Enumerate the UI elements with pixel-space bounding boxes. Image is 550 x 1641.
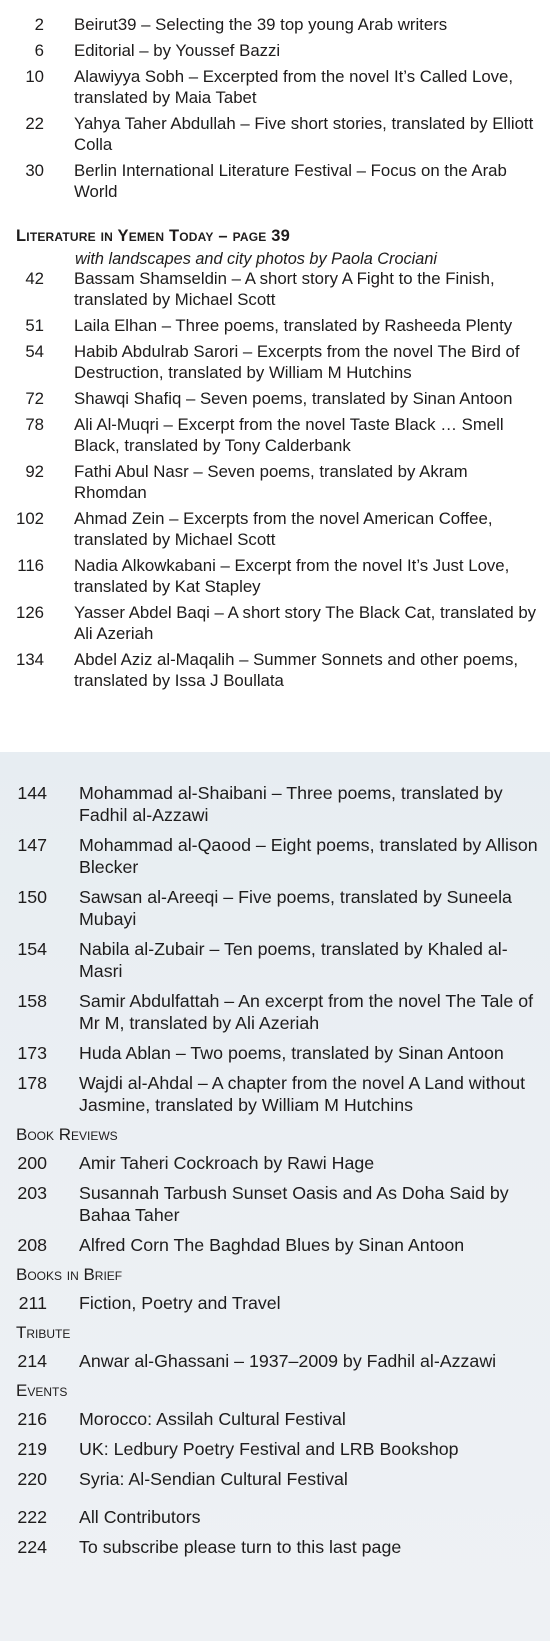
toc-entry [0, 66, 550, 108]
toc-entry [0, 1350, 550, 1372]
toc-entry [0, 414, 550, 456]
entry-text: Habib Abdulrab Sarori – Excerpts from the novel The Bird of Destruction, translated by William M Hutchins [74, 342, 520, 382]
entry-text: Laila Elhan – Three poems, translated by Rasheeda Plenty [74, 316, 513, 335]
entry-text: Bassam Shamseldin – A short story A Fight to the Finish, translated by Michael Scott [74, 269, 495, 309]
page-number: 216 [17, 1409, 47, 1429]
page-number: 22 [25, 114, 44, 133]
entry-text: UK: Ledbury Poetry Festival and LRB Bookshop [79, 1439, 459, 1459]
entry-text: Shawqi Shafiq – Seven poems, translated by Sinan Antoon [74, 389, 513, 408]
toc-entry [0, 1506, 550, 1528]
toc-entry [0, 160, 550, 202]
entry-text: Berlin International Literature Festival – Focus on the Arab World [74, 161, 507, 201]
page-number: 51 [25, 316, 44, 335]
toc-entry [0, 1536, 550, 1558]
section-heading: Tribute [16, 1323, 71, 1342]
toc-entry [0, 40, 550, 61]
page-number: 173 [17, 1043, 47, 1063]
entry-text: Susannah Tarbush Sunset Oasis and As Doha Said by Bahaa Taher [79, 1183, 509, 1225]
page-number: 214 [17, 1351, 47, 1371]
entry-text: Morocco: Assilah Cultural Festival [79, 1409, 346, 1429]
toc-entry [0, 1042, 550, 1064]
toc-entry [0, 508, 550, 550]
page-number: 208 [17, 1235, 47, 1255]
page-number: 150 [17, 887, 47, 907]
entry-text: Amir Taheri Cockroach by Rawi Hage [79, 1153, 375, 1173]
toc-entry [0, 388, 550, 409]
entry-text: Wajdi al-Ahdal – A chapter from the novel A Land without Jasmine, translated by William M Hutchins [79, 1073, 526, 1115]
page-number: 42 [25, 269, 44, 288]
entry-text: All Contributors [79, 1507, 201, 1527]
page-number: 10 [25, 67, 44, 86]
page-number: 134 [16, 650, 44, 669]
entry-text: Fathi Abul Nasr – Seven poems, translated by Akram Rhomdan [74, 462, 468, 502]
page-number: 158 [17, 991, 47, 1011]
toc-entry [0, 1152, 550, 1174]
contents-bottom [0, 782, 550, 1566]
page-number: 224 [17, 1537, 47, 1557]
toc-entry [0, 113, 550, 155]
toc-entry [0, 602, 550, 644]
page-number: 220 [17, 1469, 47, 1489]
page-number: 211 [18, 1293, 47, 1313]
toc-entry [0, 1292, 550, 1314]
toc-entry [0, 990, 550, 1034]
toc-entry [0, 1182, 550, 1226]
entry-text: Nadia Alkowkabani – Excerpt from the novel It’s Just Love, translated by Kat Stapley [74, 556, 510, 596]
toc-entry [0, 782, 550, 826]
toc-entry [0, 938, 550, 982]
page-number: 222 [17, 1507, 47, 1527]
page-number: 178 [17, 1073, 47, 1093]
page-number: 144 [17, 783, 47, 803]
section-heading: Events [16, 1381, 68, 1400]
entry-text: Ahmad Zein – Excerpts from the novel American Coffee, translated by Michael Scott [74, 509, 493, 549]
toc-entry [0, 268, 550, 310]
page-number: 154 [17, 939, 47, 959]
entry-text: Sawsan al-Areeqi – Five poems, translated by Suneela Mubayi [79, 887, 512, 929]
toc-entry [0, 1408, 550, 1430]
entry-text: Beirut39 – Selecting the 39 top young Arab writers [74, 15, 448, 34]
page-number: 102 [16, 509, 44, 528]
page-number: 219 [17, 1439, 47, 1459]
section-heading: Book Reviews [16, 1125, 118, 1144]
entry-text: Fiction, Poetry and Travel [79, 1293, 281, 1313]
entry-text: Yahya Taher Abdullah – Five short stories, translated by Elliott Colla [74, 114, 534, 154]
entry-text: Samir Abdulfattah – An excerpt from the novel The Tale of Mr M, translated by Ali Azeriah [79, 991, 534, 1033]
page-number: 200 [17, 1153, 47, 1173]
section-heading-yemen: Literature in Yemen Today – page 39 [16, 227, 291, 245]
section-heading: Books in Brief [16, 1265, 123, 1284]
entry-text: To subscribe please turn to this last page [79, 1537, 402, 1557]
toc-entry [0, 649, 550, 691]
entry-text: Nabila al-Zubair – Ten poems, translated by Khaled al-Masri [79, 939, 508, 981]
contents-top [0, 14, 550, 207]
entry-text: Alfred Corn The Baghdad Blues by Sinan Antoon [79, 1235, 465, 1255]
entry-text: Ali Al-Muqri – Excerpt from the novel Taste Black … Smell Black, translated by Tony Calderbank [74, 415, 504, 455]
yemen-entries-upper [0, 268, 550, 696]
entry-text: Huda Ablan – Two poems, translated by Sinan Antoon [79, 1043, 504, 1063]
toc-entry [0, 461, 550, 503]
toc-entry [0, 315, 550, 336]
entry-text: Mohammad al-Qaood – Eight poems, translated by Allison Blecker [79, 835, 538, 877]
page-number: 203 [17, 1183, 47, 1203]
toc-entry [0, 1234, 550, 1256]
toc-entry [0, 1072, 550, 1116]
toc-entry [0, 834, 550, 878]
page-number: 78 [25, 415, 44, 434]
entry-text: Syria: Al-Sendian Cultural Festival [79, 1469, 348, 1489]
entry-text: Alawiyya Sobh – Excerpted from the novel It’s Called Love, translated by Maia Tabet [74, 67, 514, 107]
entry-text: Editorial – by Youssef Bazzi [74, 41, 281, 60]
page-number: 126 [16, 603, 44, 622]
toc-entry [0, 1438, 550, 1460]
toc-entry [0, 1468, 550, 1490]
section-subtitle-yemen: with landscapes and city photos by Paola Crociani [75, 250, 438, 268]
entry-text: Abdel Aziz al-Maqalih – Summer Sonnets and other poems, translated by Issa J Boullata [74, 650, 519, 690]
page-number: 30 [25, 161, 44, 180]
toc-entry [0, 886, 550, 930]
spacer [0, 1498, 550, 1506]
entry-text: Yasser Abdel Baqi – A short story The Black Cat, translated by Ali Azeriah [74, 603, 537, 643]
toc-entry [0, 341, 550, 383]
toc-entry [0, 555, 550, 597]
page-number: 6 [34, 41, 44, 60]
entry-text: Anwar al-Ghassani – 1937–2009 by Fadhil al-Azzawi [79, 1351, 497, 1371]
page-number: 72 [25, 389, 44, 408]
page-number: 147 [17, 835, 47, 855]
page-number: 54 [25, 342, 44, 361]
entry-text: Mohammad al-Shaibani – Three poems, translated by Fadhil al-Azzawi [79, 783, 503, 825]
page-number: 116 [17, 556, 44, 575]
page-number: 2 [34, 15, 44, 34]
toc-entry [0, 14, 550, 35]
page-number: 92 [25, 462, 44, 481]
